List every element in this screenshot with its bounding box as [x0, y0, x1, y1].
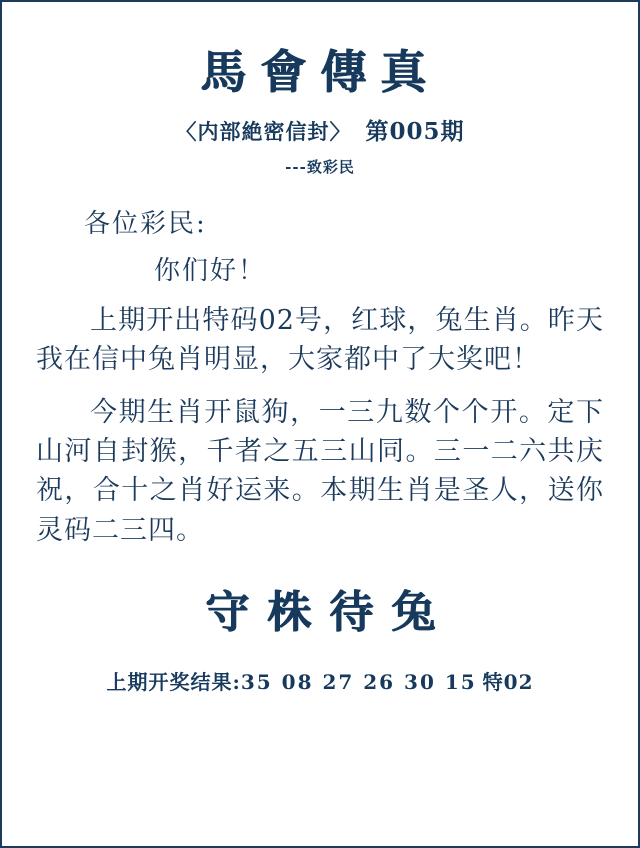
document-body [2, 2, 638, 846]
results-label: 上期开奖结果: [106, 669, 241, 694]
issue-number: 第005期 [365, 117, 465, 145]
results-numbers: 35 08 27 26 30 15 [240, 669, 477, 694]
page-title: 馬會傳真 [200, 45, 440, 99]
greeting: 你们好！ [154, 255, 267, 286]
subtitle-row [36, 113, 604, 146]
dedication-line: ---致彩民 [285, 157, 355, 176]
paragraph-2: 今期生肖开鼠狗，一三九数个个开。定下山河自封猴，千者之五三山同。三一二六共庆祝，合十之肖好运来。本期生肖是圣人，送你灵码二三四。 [36, 397, 604, 546]
paragraph-1: 上期开出特码02号，红球，兔生肖。昨天我在信中兔肖明显，大家都中了大奖吧！ [36, 304, 604, 376]
results-special-number: 特02 [482, 669, 534, 694]
slogan: 守株待兔 [205, 586, 453, 638]
subtitle-bracketed: 〈内部絶密信封〉 [175, 118, 352, 144]
salutation: 各位彩民: [84, 208, 207, 239]
previous-results [36, 666, 604, 695]
